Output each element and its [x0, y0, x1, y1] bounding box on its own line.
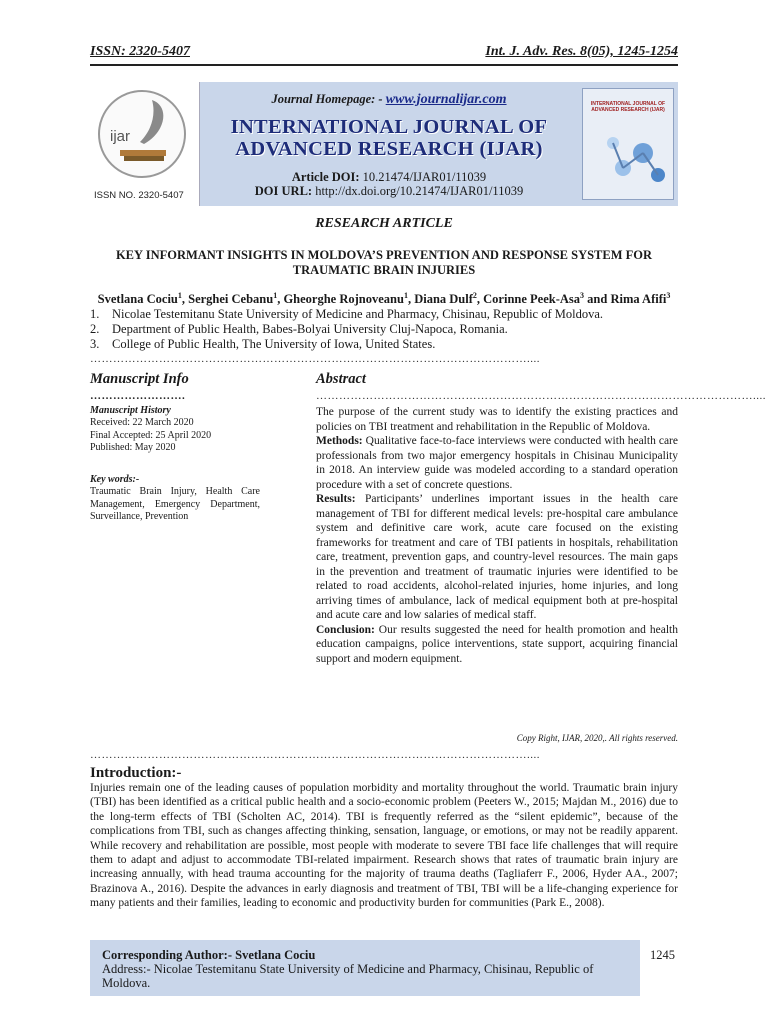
- article-type: RESEARCH ARTICLE: [315, 216, 453, 231]
- abstract-conclusion: Conclusion: Our results suggested the need for health promotion and health education campaigns, police interventions, state support, acquiring financial support and modern equipment.: [316, 623, 678, 665]
- abstract-results: Results: Participants’ underlines important issues in the health care management of TBI for different medical levels: pre-hospital care ambulance system and definitive care work, acute care focused on the existing frameworks for treatment and care of TBI patients in hospitals, rehabilitation care, treatment, prevention gaps, and country-level resources. The main gaps in the prevention and treatment of traumatic injuries were identified to be related to road accidents, alcohol-related injuries, home injuries, and long arriving times of ambulance, lack of medical equipment both at pre-hospital and acute care and low salaries of medical staff.: [316, 493, 678, 621]
- logo-issn: ISSN NO. 2320-5407: [94, 190, 184, 201]
- manuscript-info-heading: Manuscript Info: [90, 371, 189, 387]
- journal-logo: [90, 82, 200, 206]
- affiliation-list: [90, 307, 603, 352]
- introduction-heading: Introduction:-: [90, 765, 182, 781]
- keywords-text: Traumatic Brain Injury, Health Care Management, Emergency Department, Surveillance, Prevention: [90, 486, 260, 523]
- author-list: Svetlana Cociu$^1$, Serghei Cebanu$^1$, Gheorghe Rojnoveanu$^1$, Diana Dulf$^2$, Corinne Peek-Asa$^3$ and Rima Afifi$^3$: [97, 291, 671, 307]
- keywords: [90, 474, 260, 524]
- manuscript-info-dots: …………………….: [90, 390, 186, 402]
- header-citation: Int. J. Adv. Res. 8(05), 1245-1254: [485, 44, 678, 59]
- abstract-methods: Methods: Qualitative face-to-face interviews were conducted with health care professionals from two major emergency hospitals in Chisinau Municipality in 2018. An interview guide was modeled according to a standard operation procedure with a set of concrete questions.: [316, 435, 678, 491]
- abstract-dots: ……………………………………………………………………………………………………....: [316, 390, 766, 402]
- copyright-notice: Copy Right, IJAR, 2020,. All rights reserved.: [516, 733, 678, 743]
- author-affiliation-sup: 2: [472, 291, 477, 300]
- section-separator: ……………………………………………………………………………………………………....: [90, 749, 540, 761]
- keywords-label: Key words:-: [90, 474, 140, 485]
- logo-text: ijar: [110, 128, 131, 145]
- abstract-heading: Abstract: [316, 371, 366, 387]
- molecule-graphic-icon: [583, 113, 675, 193]
- running-header: [90, 44, 678, 60]
- article-doi: [200, 170, 578, 198]
- author: Gheorghe Rojnoveanu: [283, 292, 404, 307]
- corresponding-author-address: Address:- Nicolae Testemitanu State University of Medicine and Pharmacy, Chisinau, Republic of Moldova.: [102, 962, 594, 990]
- cover-title: INTERNATIONAL JOURNAL OF ADVANCED RESEARCH (IJAR): [590, 101, 666, 113]
- doi-value: 10.21474/IJAR01/11039: [362, 170, 487, 184]
- banner-center: [200, 92, 578, 198]
- author: Svetlana Cociu: [97, 292, 178, 307]
- affiliation-item: 1. Nicolae Testemitanu State University of Medicine and Pharmacy, Chisinau, Republic of Moldova.: [90, 307, 604, 321]
- abstract-intro: The purpose of the current study was to identify the existing practices and policies on TBI treatment and rehabilitation in the Republic of Moldova.: [316, 406, 678, 433]
- received-date: Received: 22 March 2020: [90, 417, 194, 429]
- author-affiliation-sup: 1: [273, 291, 278, 300]
- journal-homepage: [200, 92, 578, 108]
- author-affiliation-sup: 1: [177, 291, 182, 300]
- section-separator: ……………………………………………………………………………………………………....: [90, 353, 540, 365]
- header-rule: [90, 64, 678, 66]
- author: Corinne Peek-Asa: [483, 292, 581, 307]
- affiliation-item: 3. College of Public Health, The University of Iowa, United States.: [90, 337, 436, 351]
- journal-cover-thumbnail: [582, 88, 674, 200]
- journal-banner: [90, 82, 678, 206]
- journal-title: [200, 116, 578, 160]
- introduction-text: Injuries remain one of the leading causes of population morbidity and mortality throughout the world. Traumatic brain injury (TBI) has been identified as a critical public health and a socio-economic problem (Peeters W., 2015; Majdan M., 2016) due to the long-term effects of TBI (Scholten AC, 2014). TBI is frequently referred as the “silent epidemic”, because of the complications from TBI, such as changes affecting thinking, sensation, language, or emotions, or may not be readily apparent. While recovery and rehabilitation are possible, most people with moderate to severe TBI face life challenges that will require them to adapt and adjust to accommodate TBI-related impairment. Research shows that rates of traumatic brain injury are increasing annually, with head trauma accounting for the majority of trauma deaths (Tagliaferr F., 2006, Hyder AA., 2007; Brazinova A., 2016). Despite the advances in early diagnosis and treatment of TBI, TBI will be a life-changing experience for many patients and their families, leading to economic and productivity burden for communities (Park E., 2008).: [90, 782, 678, 910]
- homepage-link[interactable]: www.journalijar.com: [385, 92, 507, 107]
- doi-url-label: DOI URL:: [254, 184, 313, 198]
- author-affiliation-sup: 3: [580, 291, 585, 300]
- author: Diana Dulf: [414, 292, 473, 307]
- author: Rima Afifi: [610, 292, 667, 307]
- manuscript-history-label: Manuscript History: [90, 405, 171, 416]
- corresponding-author-box: [90, 940, 640, 996]
- accepted-date: Final Accepted: 25 April 2020: [90, 429, 212, 441]
- abstract-body: [316, 405, 678, 666]
- homepage-label: Journal Homepage: -: [271, 92, 383, 106]
- manuscript-history: [90, 405, 260, 455]
- doi-url-link[interactable]: http://dx.doi.org/10.21474/IJAR01/11039: [315, 184, 524, 198]
- journal-title-line1: INTERNATIONAL JOURNAL OF: [230, 116, 548, 138]
- journal-title-line2: ADVANCED RESEARCH (IJAR): [235, 138, 543, 160]
- published-date: Published: May 2020: [90, 442, 176, 454]
- article-title-line2: TRAUMATIC BRAIN INJURIES: [292, 263, 476, 277]
- doi-label: Article DOI:: [291, 170, 360, 184]
- affiliation-item: 2. Department of Public Health, Babes-Bolyai University Cluj-Napoca, Romania.: [90, 322, 508, 336]
- article-title-line1: KEY INFORMANT INSIGHTS IN MOLDOVA’S PREVENTION AND RESPONSE SYSTEM FOR: [115, 248, 653, 262]
- article-title: [100, 248, 668, 278]
- corresponding-author-label: Corresponding Author:- Svetlana Cociu: [102, 948, 316, 962]
- page-number: 1245: [650, 948, 675, 962]
- author-affiliation-sup: 1: [403, 291, 408, 300]
- header-issn: ISSN: 2320-5407: [90, 44, 190, 59]
- author-affiliation-sup: 3: [666, 291, 671, 300]
- author: Serghei Cebanu: [188, 292, 274, 307]
